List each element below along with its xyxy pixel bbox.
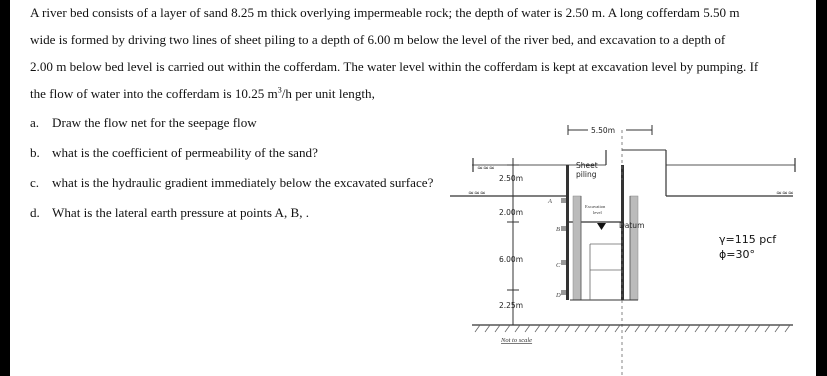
point-b-label: B (556, 226, 560, 233)
pile-strip-1 (573, 196, 581, 300)
pile-strip-2 (630, 196, 638, 300)
problem-line-3: 2.00 m below bed level is carried out within the cofferdam. The water level within the cofferdam is kept at excavation level by pumping. If (30, 59, 759, 74)
point-c-marker (561, 260, 566, 265)
point-b-marker (561, 226, 566, 231)
dim-2-50: 2.50m (499, 174, 524, 183)
problem-sheet (10, 0, 816, 376)
bed-hatch-left: ≈≈≈ (468, 189, 486, 197)
dim-6-00: 6.00m (499, 255, 524, 264)
question-a: a. Draw the flow net for the seepage flow (30, 115, 257, 130)
dimension-chain (507, 158, 519, 325)
question-d: d. What is the lateral earth pressure at points A, B, . (30, 205, 310, 220)
gamma-label: γ=115 pcf (719, 233, 777, 246)
problem-line-1: A river bed consists of a layer of sand 8.25 m thick overlying impermeable rock; the depth of water is 2.50 m. A long cofferdam 5.50 m (30, 5, 740, 20)
question-c: c. what is the hydraulic gradient immediately below the excavated surface? (30, 175, 434, 190)
water-symbol: ≈≈≈ (477, 164, 495, 172)
sheet-piling-label-1: Sheet (576, 161, 598, 170)
point-d-label: D (556, 292, 561, 299)
cofferdam-figure (10, 0, 816, 376)
datum-label: Datum (619, 221, 645, 230)
point-a-label: A (548, 198, 552, 205)
bed-hatch-right: ≈≈≈ (776, 189, 794, 197)
scale-note: Not to scale (501, 337, 533, 344)
dim-2-25: 2.25m (499, 301, 524, 310)
right-sheet-pile (621, 165, 624, 300)
sheet-piling-label-2: piling (576, 170, 597, 179)
point-c-label: C (556, 262, 561, 269)
problem-line-2: wide is formed by driving two lines of sheet piling to a depth of 6.00 m below the level of the river bed, and excavation to a depth of (30, 32, 726, 47)
problem-line-4: the flow of water into the cofferdam is 10.25 $m^3/h$ per unit length, (30, 85, 375, 101)
phi-label: ϕ=30° (719, 248, 755, 261)
left-sheet-pile (566, 165, 569, 300)
point-d-marker (561, 290, 566, 295)
excavation-label-1: Excavation (585, 204, 606, 209)
width-label: 5.50m (591, 126, 616, 135)
question-b: b. what is the coefficient of permeability of the sand? (30, 145, 318, 160)
dim-2-00: 2.00m (499, 208, 524, 217)
excavation-label-2: level (593, 210, 602, 215)
excavation-level-marker (597, 223, 606, 230)
rock-hatch (475, 325, 790, 332)
point-a-marker (561, 198, 566, 203)
